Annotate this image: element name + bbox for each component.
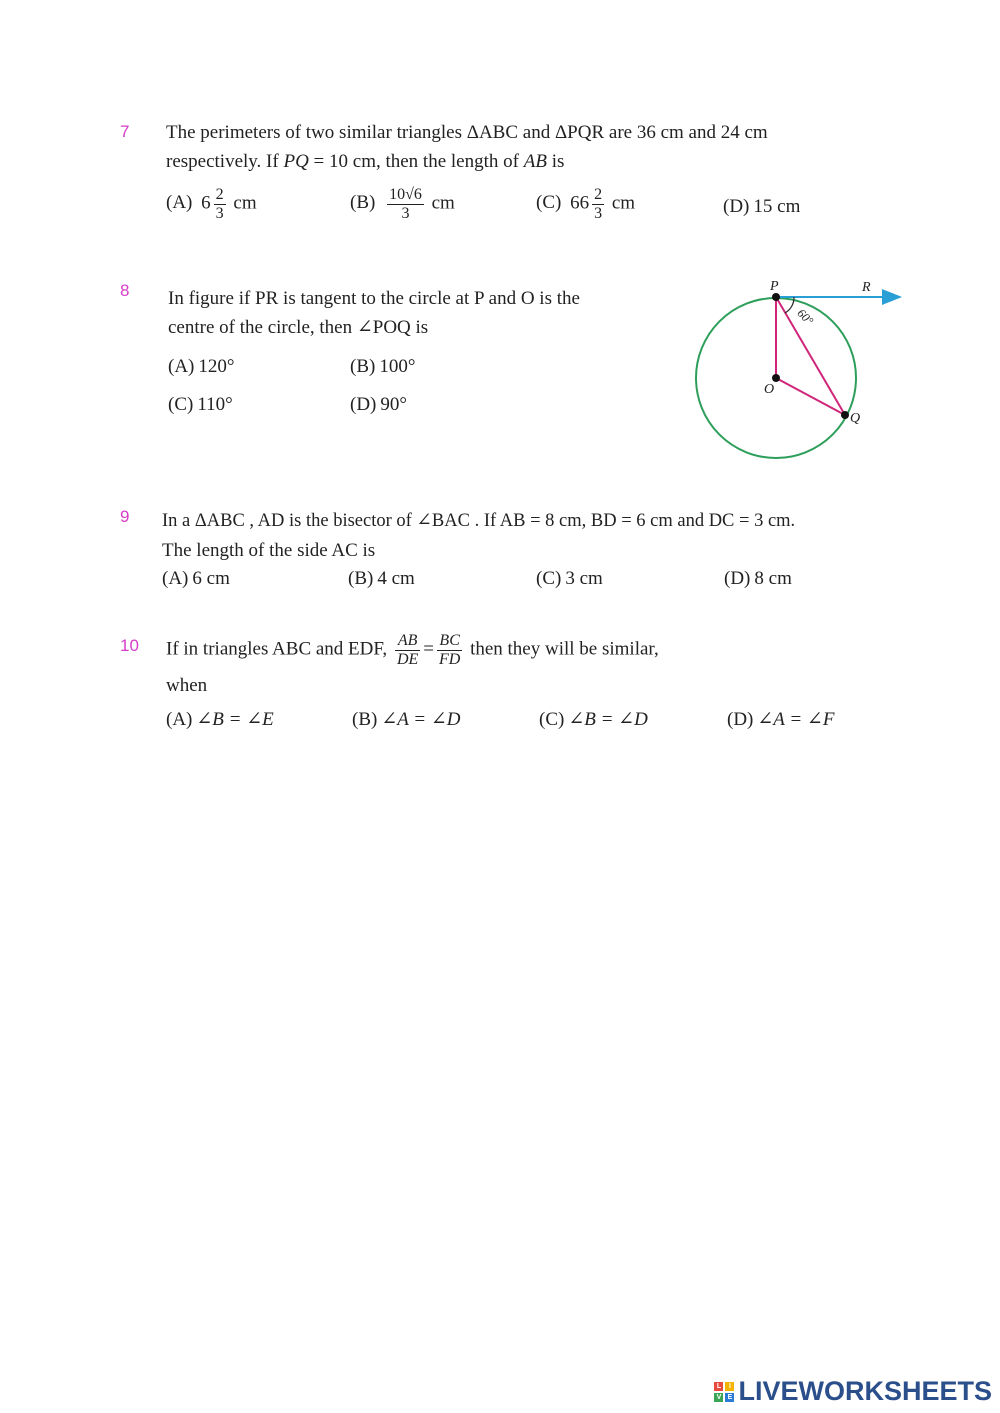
q10-fraction-2 — [437, 632, 462, 668]
q9-option-a[interactable] — [162, 568, 230, 590]
q8-option-a[interactable] — [168, 356, 235, 378]
option-label: (C) — [536, 568, 562, 589]
label-o: O — [764, 382, 775, 397]
option-text: 120° — [198, 356, 235, 377]
logo-grid-icon — [714, 1382, 734, 1402]
q7-text-line1: The perimeters of two similar triangles ΔABC and ΔPQR are 36 cm and 24 cm — [166, 122, 768, 143]
fraction-denominator: 3 — [215, 204, 224, 222]
q9-option-d[interactable] — [724, 568, 792, 590]
q7-option-b[interactable] — [350, 186, 455, 222]
q10-text-part: then they will be similar, — [470, 638, 659, 660]
liveworksheets-logo[interactable] — [714, 1376, 992, 1407]
fraction-numerator: AB — [395, 632, 420, 651]
option-label: (A) — [166, 192, 193, 214]
option-text: 100° — [379, 356, 416, 377]
q7-math-ab: AB — [523, 151, 547, 172]
option-text: ∠A = ∠F — [757, 709, 835, 730]
q8-text-line2: centre of the circle, then ∠POQ is — [168, 317, 429, 338]
q7-option-a[interactable] — [166, 186, 257, 222]
option-label: (D) — [724, 568, 751, 589]
fraction-denominator: 3 — [401, 204, 410, 222]
fraction-numerator: 10√6 — [389, 186, 422, 203]
q10-option-c[interactable] — [539, 708, 648, 731]
fraction-denominator: FD — [438, 650, 461, 668]
q7-text-line2 — [166, 151, 564, 173]
option-label: (D) — [727, 709, 754, 730]
q10-text-line1 — [166, 632, 659, 668]
question-number-8: 8 — [120, 281, 130, 300]
q9-option-c[interactable] — [536, 568, 603, 590]
option-label: (C) — [168, 394, 194, 415]
q7-option-d[interactable] — [723, 196, 800, 218]
option-fraction — [214, 186, 226, 222]
option-text: 8 cm — [754, 568, 792, 589]
logo-text: LIVEWORKSHEETS — [738, 1376, 992, 1406]
option-text: 90° — [380, 394, 407, 415]
equals-sign: = — [423, 638, 434, 660]
option-unit: cm — [611, 192, 636, 214]
question-number-10: 10 — [120, 636, 139, 655]
option-label: (A) — [162, 568, 189, 589]
fraction-denominator: DE — [396, 650, 419, 668]
option-label: (B) — [350, 192, 376, 214]
label-q: Q — [850, 411, 861, 426]
logo-cell-3: V — [714, 1393, 723, 1402]
q10-text-line2: when — [166, 675, 208, 696]
option-text: 3 cm — [565, 568, 603, 589]
q9-text-line1: In a ΔABC , AD is the bisector of ∠BAC . If AB = 8 cm, BD = 6 cm and DC = 3 cm. — [162, 511, 796, 531]
q9-option-b[interactable] — [348, 568, 415, 590]
label-r: R — [862, 280, 871, 295]
option-text: ∠A = ∠D — [381, 709, 461, 730]
question-number-9: 9 — [120, 507, 130, 526]
q8-option-c[interactable] — [168, 394, 233, 416]
fraction-numerator: 2 — [215, 186, 224, 203]
fraction-denominator: 3 — [594, 204, 603, 222]
option-text: 4 cm — [377, 568, 415, 589]
option-text: 110° — [197, 394, 233, 415]
logo-cell-4: E — [725, 1393, 734, 1402]
logo-cell-2: I — [725, 1382, 734, 1391]
option-label: (B) — [350, 356, 376, 377]
q8-circle-figure — [690, 272, 920, 464]
option-unit: cm — [431, 192, 455, 214]
q7-math-pq: PQ — [283, 151, 309, 172]
option-label: (D) — [723, 196, 750, 217]
q8-option-d[interactable] — [350, 394, 407, 416]
option-label: (B) — [352, 709, 378, 730]
label-p: P — [770, 279, 779, 294]
point-q — [841, 411, 849, 419]
option-label: (C) — [536, 192, 562, 214]
angle-label: 60° — [794, 305, 817, 328]
logo-cell-1: L — [714, 1382, 723, 1391]
fraction-numerator: 2 — [594, 186, 603, 203]
option-label: (A) — [168, 356, 195, 377]
option-text: ∠B = ∠E — [196, 709, 274, 730]
q8-option-b[interactable] — [350, 356, 415, 378]
option-text: ∠B = ∠D — [568, 709, 648, 730]
q10-option-d[interactable] — [727, 708, 834, 731]
point-o — [772, 374, 780, 382]
point-p — [772, 293, 780, 301]
option-unit: cm — [233, 192, 257, 214]
q10-option-b[interactable] — [352, 708, 460, 731]
option-label: (B) — [348, 568, 374, 589]
q10-fraction-1 — [395, 632, 420, 668]
q7-text-part: respectively. If — [166, 151, 284, 172]
fraction-numerator: BC — [437, 632, 462, 651]
q7-text-part: is — [546, 151, 565, 172]
option-fraction — [592, 186, 604, 222]
option-text: 15 cm — [753, 196, 801, 217]
option-whole: 6 — [201, 192, 211, 214]
option-label: (C) — [539, 709, 565, 730]
q8-text-line1: In figure if PR is tangent to the circle at P and O is the — [168, 288, 580, 309]
option-label: (A) — [166, 709, 193, 730]
q7-option-c[interactable] — [536, 186, 635, 222]
q10-text-part: If in triangles ABC and EDF, — [166, 638, 388, 660]
option-label: (D) — [350, 394, 377, 415]
option-whole: 66 — [570, 192, 590, 214]
option-fraction — [387, 186, 424, 222]
q9-text-line2: The length of the side AC is — [162, 540, 376, 561]
question-number-7: 7 — [120, 122, 130, 141]
q10-option-a[interactable] — [166, 708, 274, 731]
q7-text-part: = 10 cm, then the length of — [308, 151, 524, 172]
option-text: 6 cm — [192, 568, 230, 589]
